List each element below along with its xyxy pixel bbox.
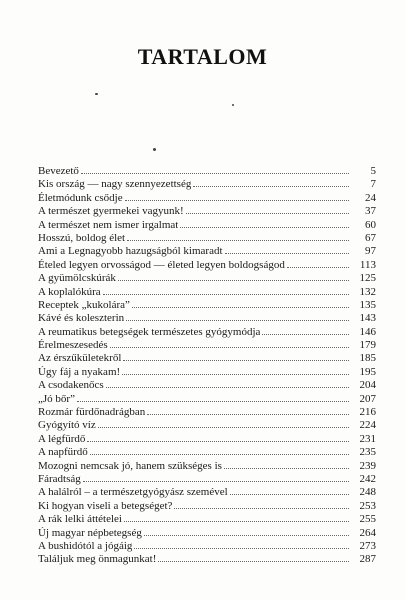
- toc-entry-title: Találjuk meg önmagunkat!: [38, 553, 157, 566]
- dot-leader: [127, 240, 349, 241]
- toc-entry-page-number: 179: [359, 339, 376, 352]
- toc-entry-page-number: 207: [359, 392, 376, 405]
- toc-entry-page-number: 231: [359, 432, 376, 445]
- toc-entry-page-number: 216: [359, 406, 376, 419]
- toc-entry-title: Mozogni nemcsak jó, hanem szükséges is: [38, 459, 222, 472]
- toc-entry: [38, 419, 376, 432]
- toc-entry: [38, 232, 376, 245]
- toc-entry-title: A gyümölcskúrák: [38, 272, 116, 285]
- toc-entry-page-number: 273: [359, 539, 376, 552]
- toc-entry-page-number: 146: [359, 325, 376, 338]
- dot-leader: [132, 307, 349, 308]
- toc-entry-page-number: 67: [365, 231, 376, 244]
- toc-entry-title: Hosszú, boldog élet: [38, 231, 126, 244]
- toc-entry-page-number: 195: [359, 365, 376, 378]
- toc-entry-title: „Jó bőr”: [38, 392, 75, 405]
- toc-entry-page-number: 185: [359, 352, 376, 365]
- toc-entry-title: A napfürdő: [38, 446, 88, 459]
- toc-entry-page-number: 204: [359, 379, 376, 392]
- toc-entry-page-number: 113: [359, 258, 376, 271]
- toc-entry: [38, 272, 376, 285]
- toc-entry-page-number: 125: [359, 272, 376, 285]
- dot-leader: [134, 548, 349, 549]
- dot-leader: [122, 374, 349, 375]
- toc-entry: [38, 178, 376, 191]
- toc-entry-page-number: 37: [365, 205, 376, 218]
- toc-entry-page-number: 253: [359, 499, 376, 512]
- toc-entry-title: A reumatikus betegségek természetes gyógymódja: [38, 325, 261, 338]
- toc-entry: [38, 406, 376, 419]
- toc-entry-title: Fáradtság: [38, 472, 81, 485]
- toc-entry: [38, 312, 376, 325]
- toc-entry: [38, 393, 376, 406]
- toc-entry: [38, 259, 376, 272]
- toc-entry: [38, 286, 376, 299]
- toc-entry-page-number: 97: [365, 245, 376, 258]
- toc-entry-title: Ki hogyan viseli a betegséget?: [38, 499, 173, 512]
- dot-leader: [90, 454, 349, 455]
- toc-entry-page-number: 235: [359, 446, 376, 459]
- toc-entry-title: Bevezető: [38, 165, 79, 177]
- dot-leader: [81, 173, 349, 174]
- dot-leader: [87, 441, 349, 442]
- toc-entry-title: Kávé és koleszterin: [38, 312, 125, 325]
- print-speck: [153, 148, 156, 151]
- toc-entry: [38, 339, 376, 352]
- dot-leader: [147, 414, 349, 415]
- dot-leader: [110, 347, 349, 348]
- toc-entry-page-number: 224: [359, 419, 376, 432]
- toc-entry-page-number: 242: [359, 472, 376, 485]
- toc-entry-title: A rák lelki áttételei: [38, 513, 122, 526]
- toc-entry-page-number: 239: [359, 459, 376, 472]
- dot-leader: [180, 227, 349, 228]
- toc-entry-title: A természet nem ismer irgalmat: [38, 218, 179, 231]
- toc-entry: [38, 205, 376, 218]
- toc-entry-title: Rozmár fürdőnadrágban: [38, 406, 146, 419]
- toc-entry-page-number: 143: [359, 312, 376, 325]
- toc-entry-page-number: 60: [365, 218, 376, 231]
- dot-leader: [224, 468, 349, 469]
- toc-entry: [38, 553, 376, 566]
- toc-entry-title: Kis ország — nagy szennyezettség: [38, 178, 192, 191]
- dot-leader: [98, 427, 349, 428]
- toc-entry-title: A koplalókúra: [38, 285, 101, 298]
- toc-entry-title: Életmódunk csődje: [38, 191, 123, 204]
- toc-entry-title: Az érszűkületekről: [38, 352, 122, 365]
- toc-entry-title: Érelmeszesedés: [38, 339, 108, 352]
- toc-entry: [38, 245, 376, 258]
- toc-entry-title: A halálról – a természetgyógyász szemével: [38, 486, 228, 499]
- toc-entry-title: Gyógyító víz: [38, 419, 96, 432]
- toc-entry: [38, 500, 376, 513]
- dot-leader: [118, 280, 349, 281]
- toc-entry-title: A légfürdő: [38, 432, 86, 445]
- dot-leader: [287, 267, 349, 268]
- toc-entry: [38, 473, 376, 486]
- toc-entry-title: Új magyar népbetegség: [38, 526, 142, 539]
- toc-entry: [38, 192, 376, 205]
- dot-leader: [124, 521, 349, 522]
- toc-entry-page-number: 135: [359, 298, 376, 311]
- toc-entry-title: A természet gyermekei vagyunk!: [38, 205, 184, 218]
- table-of-contents: [38, 165, 376, 567]
- toc-entry-page-number: 132: [359, 285, 376, 298]
- dot-leader: [125, 200, 349, 201]
- toc-entry: [38, 486, 376, 499]
- toc-entry: [38, 379, 376, 392]
- toc-entry: [38, 540, 376, 553]
- dot-leader: [144, 535, 349, 536]
- toc-entry: [38, 513, 376, 526]
- toc-entry-page-number: 248: [359, 486, 376, 499]
- dot-leader: [126, 320, 349, 321]
- toc-entry: [38, 460, 376, 473]
- toc-entry: [38, 366, 376, 379]
- dot-leader: [158, 561, 349, 562]
- toc-entry: [38, 299, 376, 312]
- toc-entry-page-number: 24: [365, 191, 376, 204]
- dot-leader: [225, 253, 349, 254]
- toc-entry-title: A bushidótól a jógáig: [38, 539, 133, 552]
- toc-entry-title: Ami a Legnagyobb hazugságból kimaradt: [38, 245, 223, 258]
- toc-entry-page-number: 264: [359, 526, 376, 539]
- toc-entry: [38, 219, 376, 232]
- toc-entry: [38, 527, 376, 540]
- dot-leader: [186, 213, 349, 214]
- toc-entry-page-number: 5: [370, 165, 376, 177]
- dot-leader: [174, 508, 349, 509]
- toc-entry: [38, 433, 376, 446]
- toc-entry: [38, 352, 376, 365]
- page-title: TARTALOM: [137, 44, 268, 69]
- toc-entry-page-number: 7: [370, 178, 376, 191]
- dot-leader: [103, 294, 349, 295]
- toc-entry-title: Úgy fáj a nyakam!: [38, 365, 121, 378]
- dot-leader: [77, 401, 349, 402]
- dot-leader: [262, 334, 349, 335]
- dot-leader: [83, 481, 349, 482]
- dot-leader: [106, 387, 349, 388]
- print-speck: [95, 93, 98, 95]
- dot-leader: [193, 186, 349, 187]
- toc-entry: [38, 446, 376, 459]
- print-speck: [232, 104, 234, 106]
- toc-entry-page-number: 255: [359, 513, 376, 526]
- toc-entry-page-number: 287: [359, 553, 376, 566]
- toc-entry: [38, 165, 376, 178]
- toc-entry-title: A csodakenőcs: [38, 379, 104, 392]
- toc-entry-title: Ételed legyen orvosságod — életed legyen boldogságod: [38, 258, 285, 271]
- dot-leader: [123, 360, 349, 361]
- dot-leader: [230, 494, 349, 495]
- toc-entry-title: Receptek „kukolára”: [38, 298, 130, 311]
- toc-entry: [38, 326, 376, 339]
